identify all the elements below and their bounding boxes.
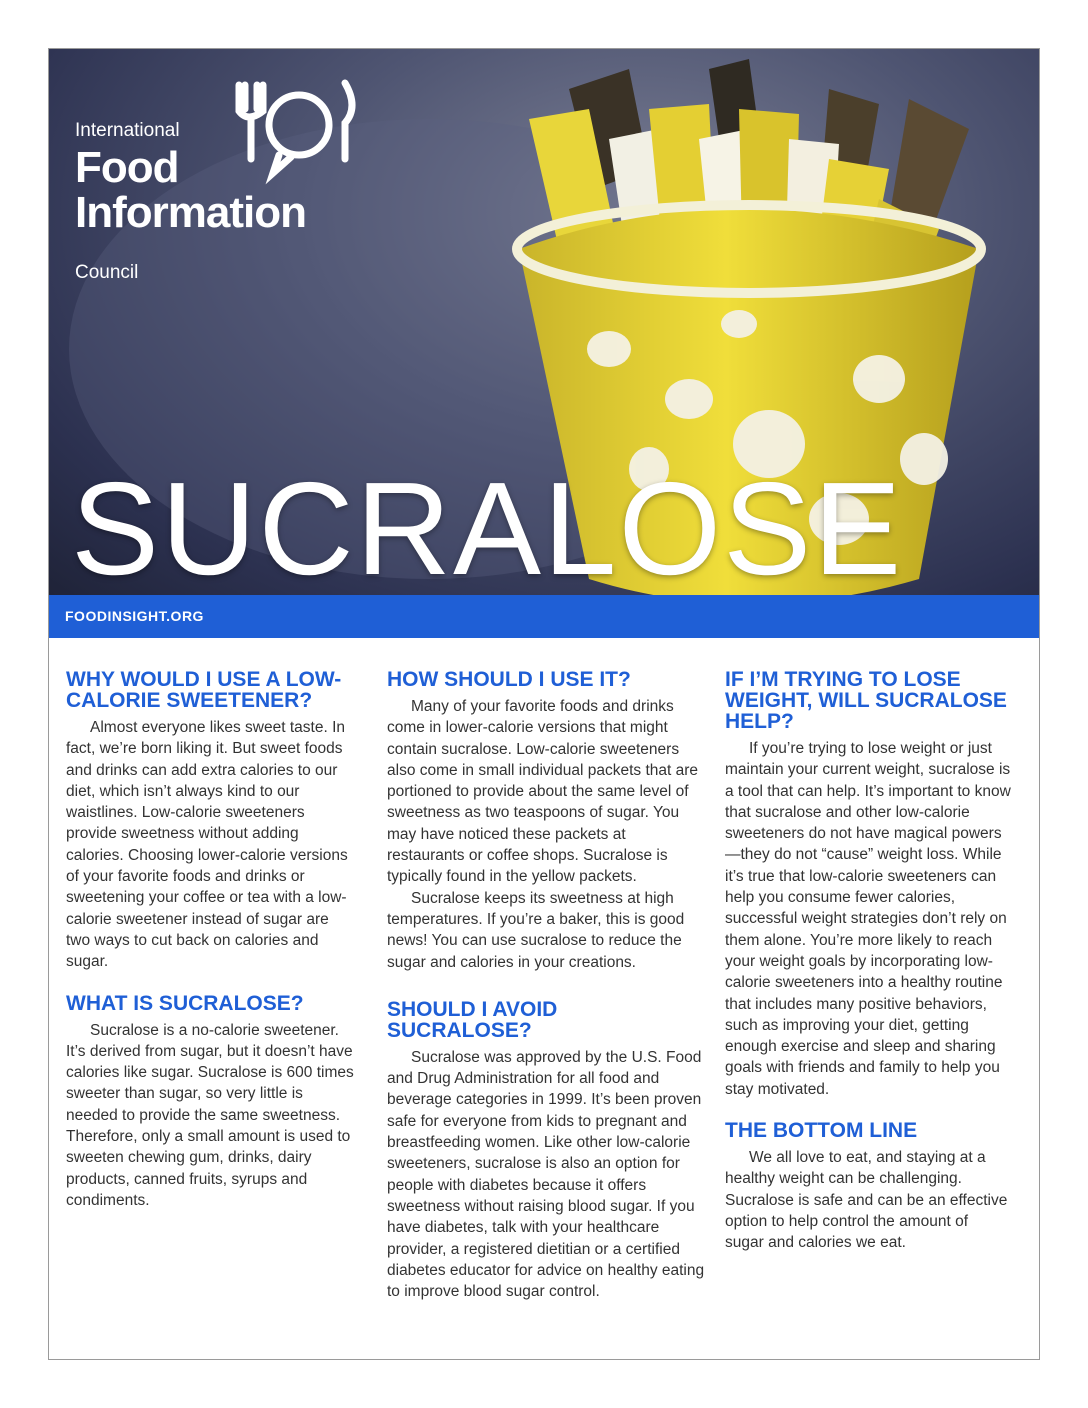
url-banner bbox=[49, 595, 1039, 638]
paragraph-what-is: Sucralose is a no-calorie sweetener. It’s derived from sugar, but it doesn’t have calories like sugar. Sucralose is 600 times sweeter than sugar, so very little is needed to provide the same sweetness. Therefore, only a small amount is used to sweeten chewing gum, drinks, dairy products, canned fruits, syrups and condiments. bbox=[66, 1021, 354, 1209]
paragraph-how-use-1: Many of your favorite foods and drinks come in lower-calorie versions that might contain sucralose. Low-calorie sweeteners also come in small individual packets that are portioned to provide about the same level of sweetness as two teaspoons of sugar. You may have noticed these packets at restaurants or coffee shops. Sucralose is typically found in the yellow packets. bbox=[387, 698, 699, 886]
logo-line-council: Council bbox=[75, 262, 139, 283]
paragraph-bottom-line: We all love to eat, and staying at a healthy weight can be challenging. Sucralose is safe and can be an effective option to help control the amount of sugar and calories we eat. bbox=[725, 1149, 1008, 1252]
logo-line-information: Information bbox=[75, 188, 306, 237]
logo-line-international: International bbox=[75, 120, 180, 141]
column-right bbox=[725, 669, 1011, 1254]
logo-line-food: Food bbox=[75, 143, 179, 192]
page-frame bbox=[48, 48, 1040, 1360]
website-link[interactable]: FOODINSIGHT.ORG bbox=[65, 608, 204, 624]
heading-lose-weight: IF I’M TRYING TO LOSE WEIGHT, WILL SUCRALOSE HELP? bbox=[725, 668, 1007, 733]
paragraph-how-use-2: Sucralose keeps its sweetness at high temperatures. If you’re a baker, this is good news! You can use sucralose to reduce the sugar and calories in your creations. bbox=[387, 889, 685, 971]
heading-bottom-line: THE BOTTOM LINE bbox=[725, 1119, 918, 1143]
paragraph-why-use: Almost everyone likes sweet taste. In fact, we’re born liking it. But sweet foods and drinks can add extra calories to our diet, which isn’t always kind to our waistlines. Low-calorie sweeteners provide sweetness without adding calories. Choosing lower-calorie versions of your favorite foods and drinks or sweetening your coffee or tea with a low-calorie sweetener instead of sugar are two ways to cut back on calories and sugar. bbox=[66, 719, 348, 971]
column-left bbox=[66, 669, 356, 1211]
heading-what-is: WHAT IS SUCRALOSE? bbox=[66, 991, 304, 1015]
paragraph-should-avoid: Sucralose was approved by the U.S. Food and Drug Administration for all food and beverage categories in 1999. It’s been proven safe for everyone from kids to pregnant and breastfeeding women. Like other low-calorie sweeteners, sucralose is also an option for people with diabetes because it offers sweetness without raising blood sugar. If you have diabetes, talk with your healthcare provider, a registered dietitian or a certified diabetes educator for advice on healthy eating to improve blood sugar control. bbox=[387, 1048, 705, 1301]
heading-should-avoid: SHOULD I AVOID SUCRALOSE? bbox=[387, 997, 558, 1042]
heading-why-use: WHY WOULD I USE A LOW-CALORIE SWEETENER? bbox=[66, 668, 342, 712]
fork-plate-knife-icon bbox=[233, 77, 363, 187]
heading-how-use: HOW SHOULD I USE IT? bbox=[387, 668, 631, 691]
column-middle bbox=[387, 669, 705, 1302]
hero-banner bbox=[49, 49, 1039, 595]
hero-title: SUCRALOSE bbox=[71, 455, 904, 595]
paragraph-lose-weight: If you’re trying to lose weight or just maintain your current weight, sucralose is a tool that can help. It’s important to know that sucralose and other low-calorie sweeteners do not have magical powers—they do not “cause” weight loss. While it’s true that low-calorie sweeteners can help you consume fewer calories, successful weight strategies don’t rely on them alone. You’re more likely to reach your weight goals by incorporating low-calorie sweeteners into a healthy routine that includes many positive behaviors, such as improving your diet, getting enough exercise and sleep and sharing goals with friends and family to help you stay motivated. bbox=[725, 740, 1011, 1098]
